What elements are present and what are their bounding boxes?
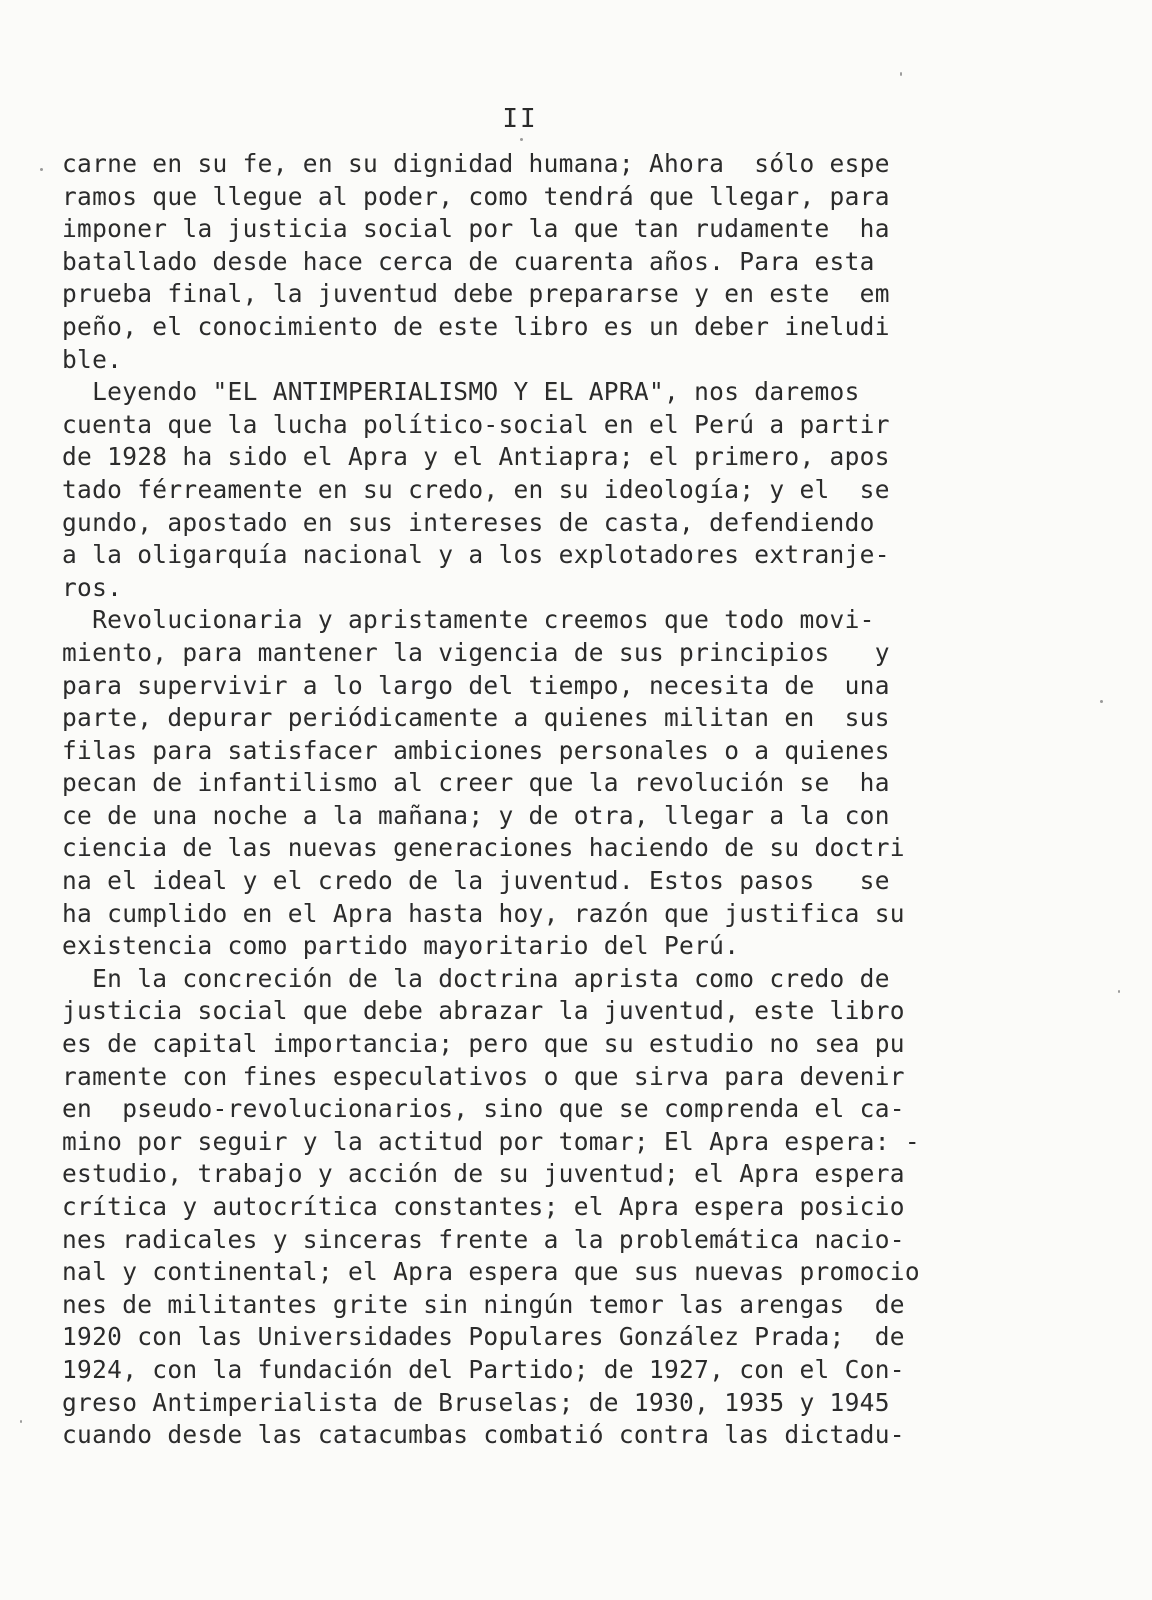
text-line: Leyendo "EL ANTIMPERIALISMO Y EL APRA", nos daremos <box>62 377 860 407</box>
scan-speck <box>1118 990 1120 993</box>
page-body <box>62 148 992 1452</box>
text-line: en pseudo-revolucionarios, sino que se comprenda el ca- <box>62 1094 905 1124</box>
scan-speck <box>40 168 43 171</box>
text-line: mino por seguir y la actitud por tomar; El Apra espera: - <box>62 1126 920 1156</box>
text-line: Revolucionaria y apristamente creemos que todo movi- <box>62 605 875 635</box>
text-line: cuando desde las catacumbas combatió contra las dictadu- <box>62 1420 905 1450</box>
text-line: para supervivir a lo largo del tiempo, necesita de una <box>62 670 890 700</box>
text-line: de 1928 ha sido el Apra y el Antiapra; el primero, apos <box>62 442 890 472</box>
text-line: estudio, trabajo y acción de su juventud; el Apra espera <box>62 1159 905 1189</box>
text-line: peño, el conocimiento de este libro es un deber ineludi <box>62 311 890 341</box>
text-line: es de capital importancia; pero que su estudio no sea pu <box>62 1029 905 1059</box>
text-line: ramente con fines especulativos o que sirva para devenir <box>62 1061 905 1091</box>
text-line: ros. <box>62 572 123 602</box>
text-line: ce de una noche a la mañana; y de otra, llegar a la con <box>62 800 890 830</box>
text-line: En la concreción de la doctrina aprista como credo de <box>62 963 890 993</box>
scan-speck <box>520 138 523 141</box>
scan-speck <box>1100 700 1103 703</box>
text-line: carne en su fe, en su dignidad humana; Ahora sólo espe <box>62 149 890 178</box>
text-line: prueba final, la juventud debe prepararse y en este em <box>62 279 890 309</box>
text-line: gundo, apostado en sus intereses de casta, defendiendo <box>62 507 875 537</box>
text-line: na el ideal y el credo de la juventud. Estos pasos se <box>62 866 890 896</box>
text-line: parte, depurar periódicamente a quienes militan en sus <box>62 703 890 733</box>
text-line: ramos que llegue al poder, como tendrá que llegar, para <box>62 181 890 211</box>
text-line: 1924, con la fundación del Partido; de 1927, con el Con- <box>62 1354 905 1384</box>
text-line: cuenta que la lucha político-social en el Perú a partir <box>62 409 890 439</box>
text-line: tado férreamente en su credo, en su ideología; y el se <box>62 474 890 504</box>
text-line: miento, para mantener la vigencia de sus principios y <box>62 637 890 667</box>
text-line: nes de militantes grite sin ningún temor las arengas de <box>62 1289 905 1319</box>
text-line: justicia social que debe abrazar la juventud, este libro <box>62 996 905 1026</box>
scan-speck <box>900 72 902 76</box>
scan-speck <box>20 1420 22 1423</box>
text-line: nal y continental; el Apra espera que sus nuevas promocio <box>62 1257 920 1287</box>
text-line: pecan de infantilismo al creer que la revolución se ha <box>62 768 890 798</box>
text-line: batallado desde hace cerca de cuarenta años. Para esta <box>62 246 875 276</box>
page-number: II <box>502 104 538 134</box>
text-line: imponer la justicia social por la que tan rudamente ha <box>62 214 890 244</box>
text-line: ble. <box>62 344 123 374</box>
text-line: existencia como partido mayoritario del Perú. <box>62 931 740 961</box>
text-line: 1920 con las Universidades Populares González Prada; de <box>62 1322 905 1352</box>
text-line: ha cumplido en el Apra hasta hoy, razón que justifica su <box>62 898 905 928</box>
text-line: filas para satisfacer ambiciones personales o a quienes <box>62 735 890 765</box>
text-line: greso Antimperialista de Bruselas; de 1930, 1935 y 1945 <box>62 1387 890 1417</box>
text-line: crítica y autocrítica constantes; el Apra espera posicio <box>62 1192 905 1221</box>
text-line: nes radicales y sinceras frente a la problemática nacio- <box>62 1224 905 1254</box>
text-line: a la oligarquía nacional y a los explotadores extranje- <box>62 540 890 570</box>
text-line: ciencia de las nuevas generaciones haciendo de su doctri <box>62 833 905 863</box>
